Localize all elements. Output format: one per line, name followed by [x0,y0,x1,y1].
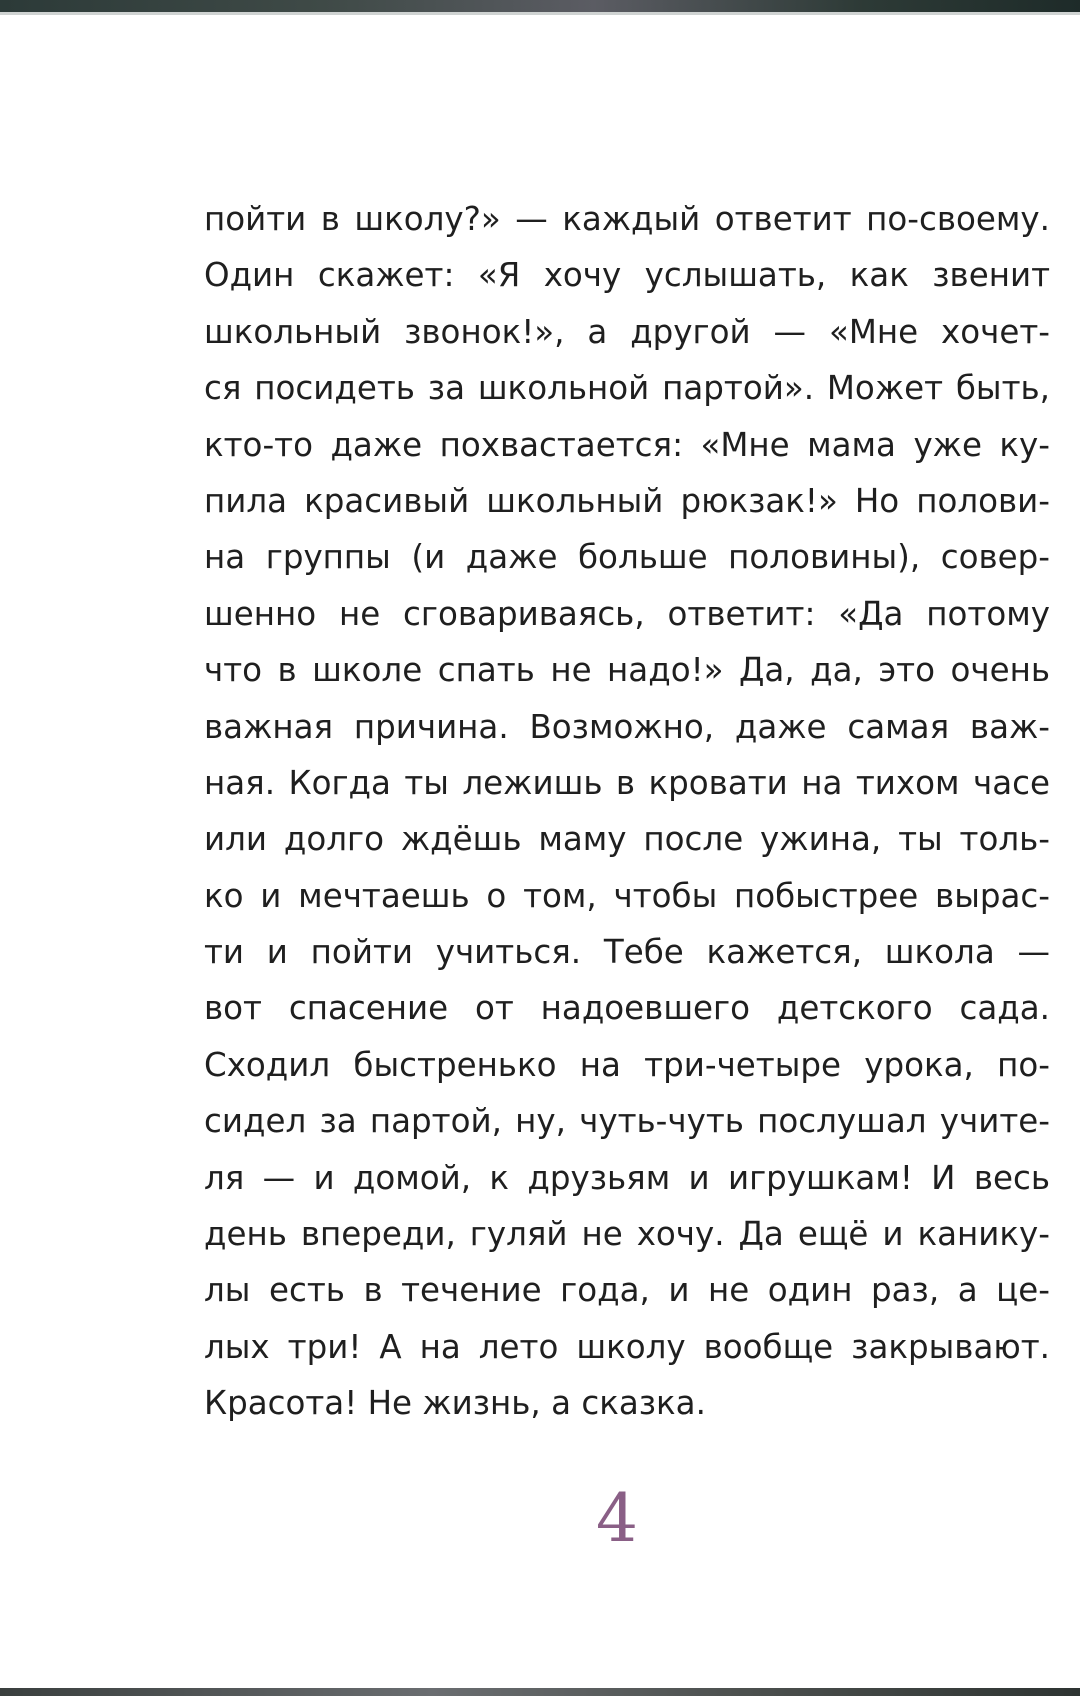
text-line: день впереди, гуляй не хочу. Да ещё и канику- [204,1215,1050,1254]
scan-top-edge [0,0,1080,12]
text-line: пойти в школу?» — каждый ответит по-своему. [204,200,1050,238]
text-line: кто-то даже похвастается: «Мне мама уже ку- [204,425,1050,464]
text-line: ко и мечтаешь о том, чтобы побыстрее вырас- [204,876,1050,915]
text-line: шенно не сговариваясь, ответит: «Да потому [204,594,1050,633]
text-line: сидел за партой, ну, чуть-чуть послушал учите- [204,1102,1050,1141]
text-line: ная. Когда ты лежишь в кровати на тихом часе [204,763,1050,802]
text-line: ти и пойти учиться. Тебе кажется, школа — [204,933,1050,972]
text-line: школьный звонок!», а другой — «Мне хочет- [204,312,1050,351]
text-line: что в школе спать не надо!» Да, да, это очень [204,651,1050,690]
text-line: на группы (и даже больше половины), совер- [204,538,1050,577]
text-line: вот спасение от надоевшего детского сада. [204,989,1050,1028]
scan-bottom-edge [0,1688,1080,1696]
body-text [204,191,1050,1432]
text-line: лых три! А на лето школу вообще закрывают. [204,1327,1050,1366]
text-line: или долго ждёшь маму после ужина, ты толь- [204,820,1050,859]
text-line: Сходил быстренько на три-четыре урока, по- [204,1045,1050,1084]
scan-top-edge-line [0,12,1080,15]
text-line: Красота! Не жизнь, а сказка. [204,1384,706,1423]
text-line: пила красивый школьный рюкзак!» Но полови- [204,481,1050,520]
text-line: Один скажет: «Я хочу услышать, как звенит [204,256,1050,295]
text-line: ля — и домой, к друзьям и игрушкам! И весь [204,1158,1050,1197]
text-line: лы есть в течение года, и не один раз, а це- [204,1271,1050,1310]
page-number: 4 [596,1480,638,1557]
text-line: ся посидеть за школьной партой». Может быть, [204,369,1050,408]
text-line: важная причина. Возможно, даже самая важ- [204,707,1050,746]
